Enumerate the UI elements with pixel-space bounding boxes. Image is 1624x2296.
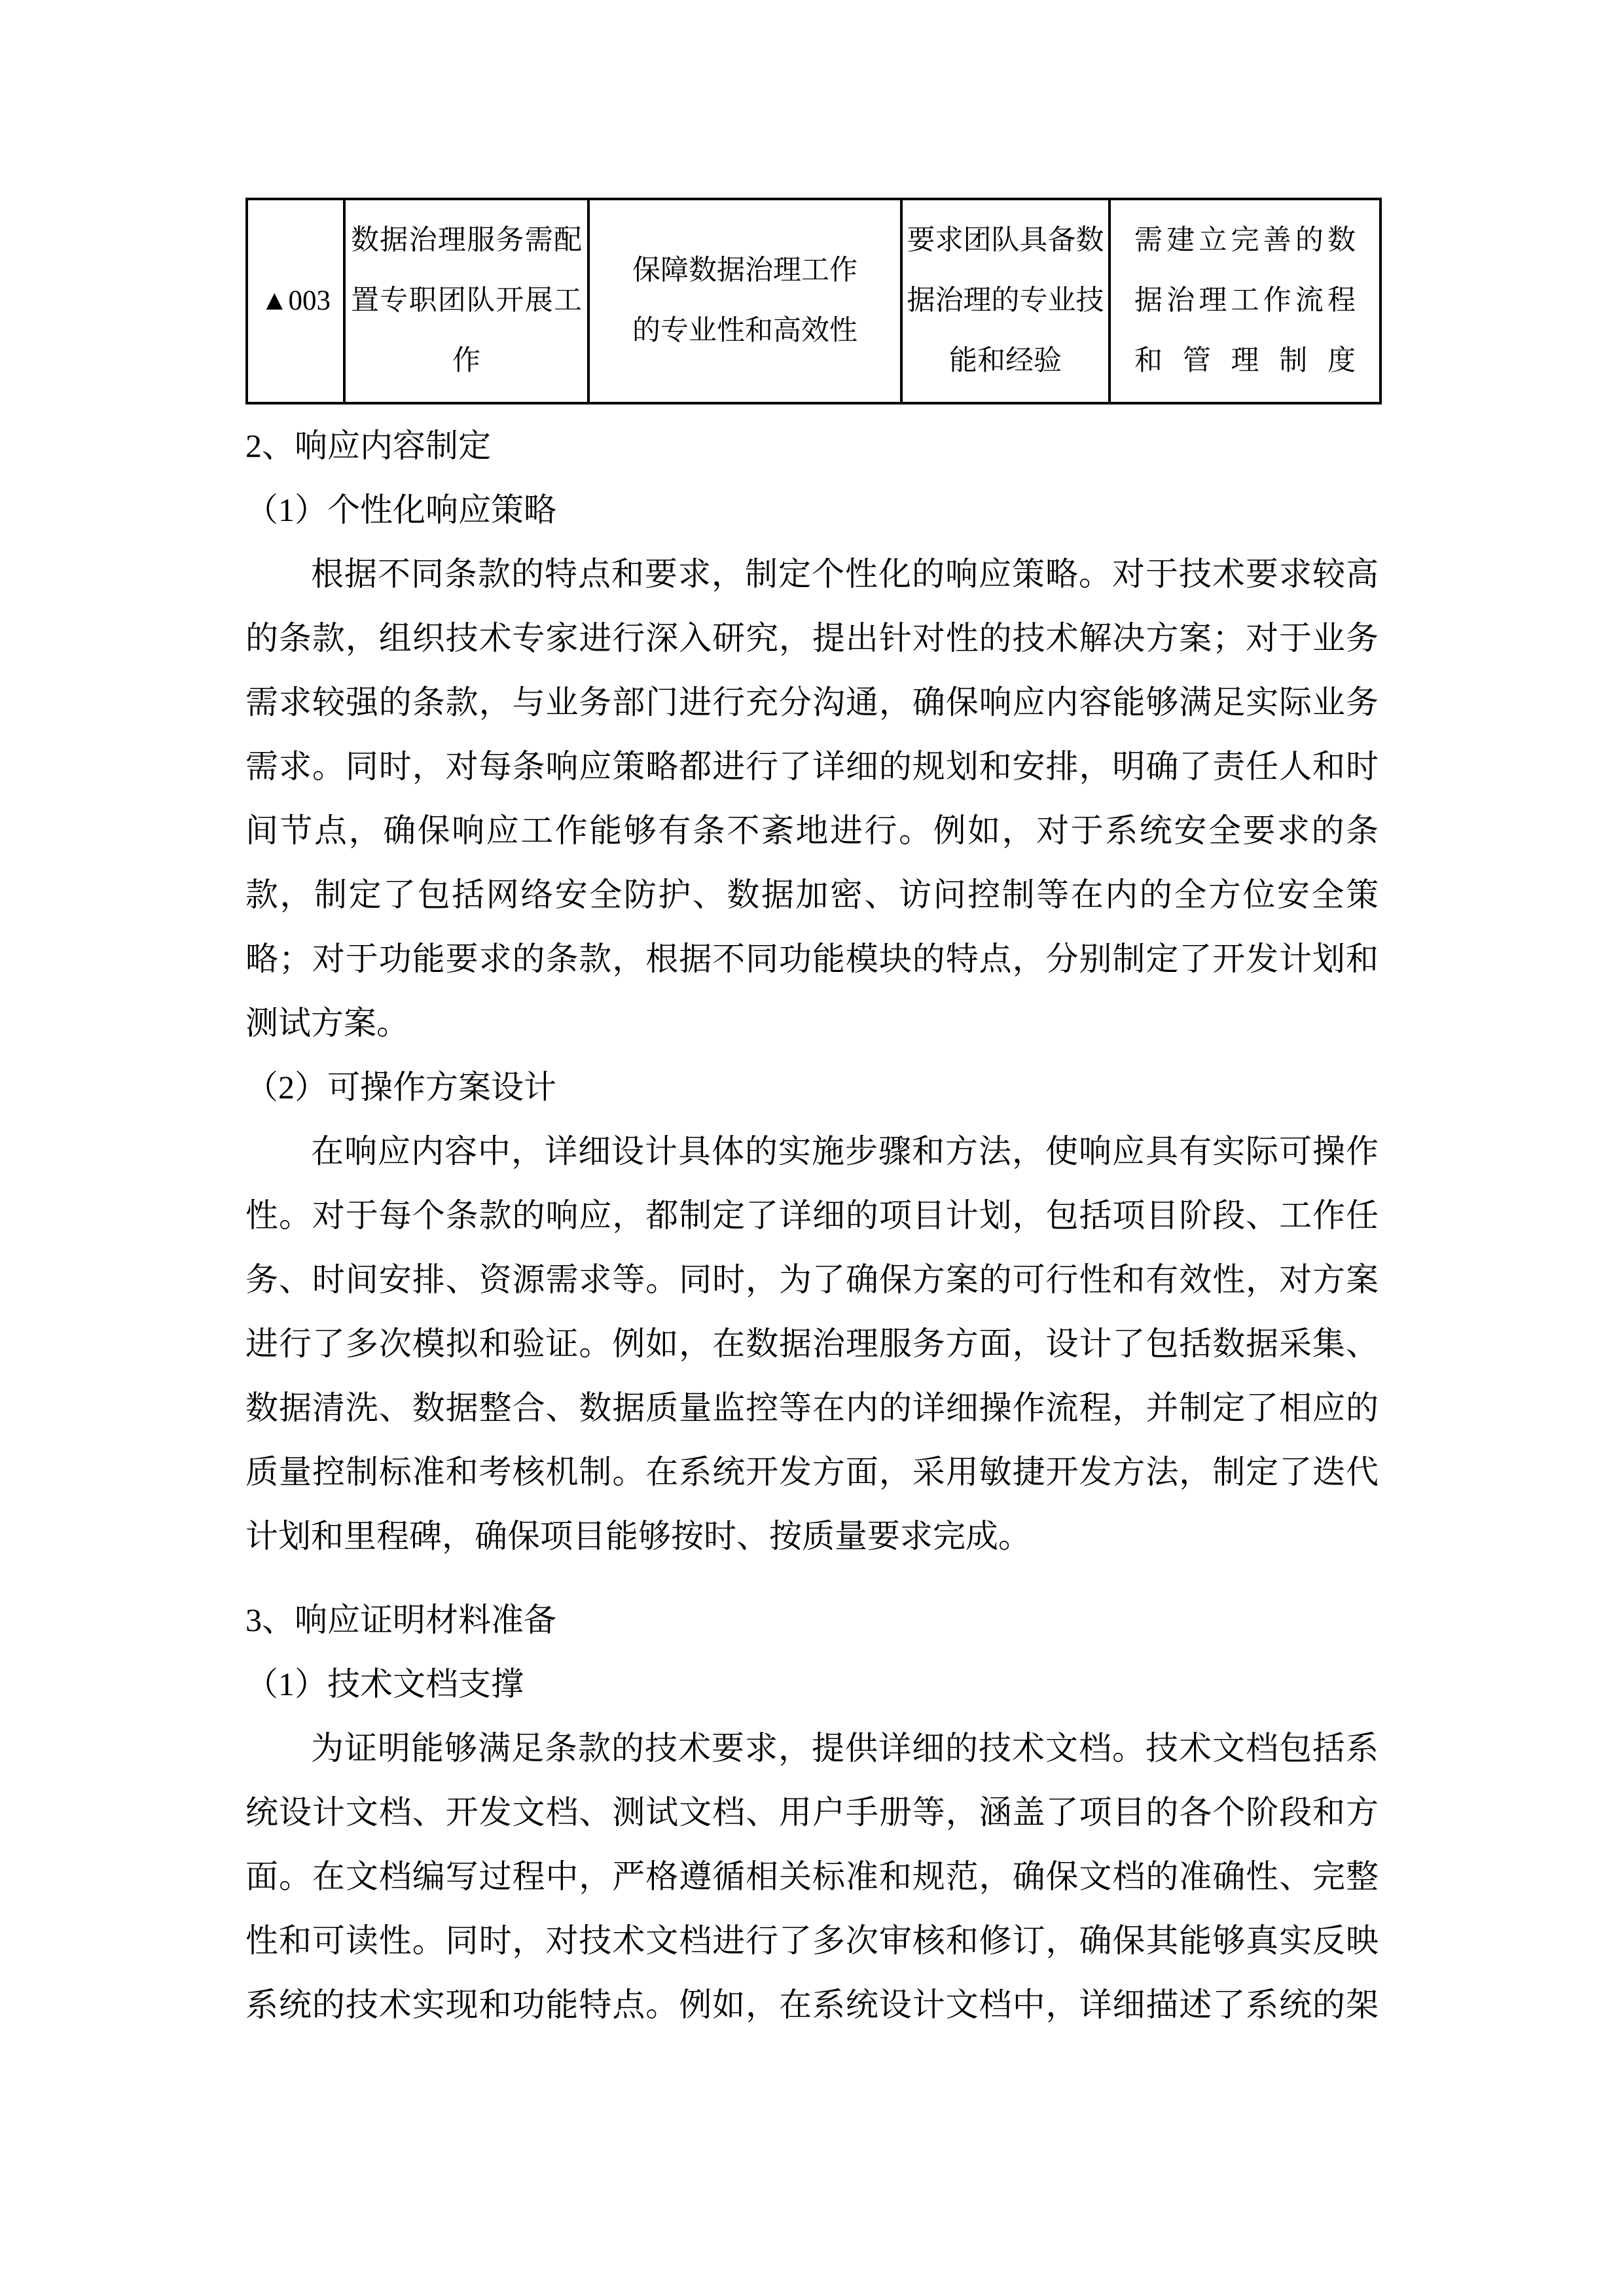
section-subheading: （1）个性化响应策略 xyxy=(245,492,556,528)
paragraph-line: 数据清洗、数据整合、数据质量监控等在内的详细操作流程，并制定了相应的 xyxy=(245,1390,1379,1426)
section-subheading: （2）可操作方案设计 xyxy=(245,1069,556,1105)
table-row xyxy=(247,199,1380,403)
paragraph-line: 在响应内容中，详细设计具体的实施步骤和方法，使响应具有实际可操作 xyxy=(311,1133,1379,1170)
paragraph-line: 为证明能够满足条款的技术要求，提供详细的技术文档。技术文档包括系 xyxy=(311,1730,1379,1767)
paragraph-line: 质量控制标准和考核机制。在系统开发方面，采用敏捷开发方法，制定了迭代 xyxy=(245,1454,1379,1490)
paragraph-line: 间节点，确保响应工作能够有条不紊地进行。例如，对于系统安全要求的条 xyxy=(245,812,1379,849)
paragraph-line: 测试方案。 xyxy=(245,1005,409,1041)
paragraph-line: 统设计文档、开发文档、测试文档、用户手册等，涵盖了项目的各个阶段和方 xyxy=(245,1794,1379,1831)
paragraph-line: 系统的技术实现和功能特点。例如，在系统设计文档中，详细描述了系统的架 xyxy=(245,1986,1379,2023)
paragraph-line: 面。在文档编写过程中，严格遵循相关标准和规范，确保文档的准确性、完整 xyxy=(245,1858,1379,1895)
clause-capability-cell: 要求团队具备数据治理的专业技能和经验 xyxy=(901,199,1110,403)
paragraph-line: 性和可读性。同时，对技术文档进行了多次审核和修订，确保其能够真实反映 xyxy=(245,1922,1379,1959)
paragraph-line: 款，制定了包括网络安全防护、数据加密、访问控制等在内的全方位安全策 xyxy=(245,876,1379,913)
paragraph-line: 需求较强的条款，与业务部门进行充分沟通，确保响应内容能够满足实际业务 xyxy=(245,684,1379,721)
paragraph-line: 略；对于功能要求的条款，根据不同功能模块的特点，分别制定了开发计划和 xyxy=(245,941,1379,977)
clause-id-cell: ▲003 xyxy=(247,199,344,403)
paragraph-line: 务、时间安排、资源需求等。同时，为了确保方案的可行性和有效性，对方案 xyxy=(245,1261,1379,1298)
document-body xyxy=(245,414,1379,2037)
clause-purpose-cell: 保障数据治理工作的专业性和高效性 xyxy=(588,199,901,403)
section-heading: 2、响应内容制定 xyxy=(245,427,491,464)
clause-process-cell: 需建立完善的数据治理工作流程和管理制度 xyxy=(1110,199,1380,403)
paragraph-line: 需求。同时，对每条响应策略都进行了详细的规划和安排，明确了责任人和时 xyxy=(245,748,1379,785)
paragraph-line: 根据不同条款的特点和要求，制定个性化的响应策略。对于技术要求较高 xyxy=(311,556,1379,592)
clause-requirement-cell: 数据治理服务需配置专职团队开展工作 xyxy=(344,199,588,403)
paragraph-line: 性。对于每个条款的响应，都制定了详细的项目计划，包括项目阶段、工作任 xyxy=(245,1197,1379,1234)
paragraph-line: 进行了多次模拟和验证。例如，在数据治理服务方面，设计了包括数据采集、 xyxy=(245,1325,1379,1362)
paragraph-line: 计划和里程碑，确保项目能够按时、按质量要求完成。 xyxy=(245,1518,1031,1554)
requirements-table xyxy=(245,198,1382,404)
section-subheading: （1）技术文档支撑 xyxy=(245,1666,524,1702)
section-heading: 3、响应证明材料准备 xyxy=(245,1602,556,1638)
paragraph-line: 的条款，组织技术专家进行深入研究，提出针对性的技术解决方案；对于业务 xyxy=(245,620,1379,656)
